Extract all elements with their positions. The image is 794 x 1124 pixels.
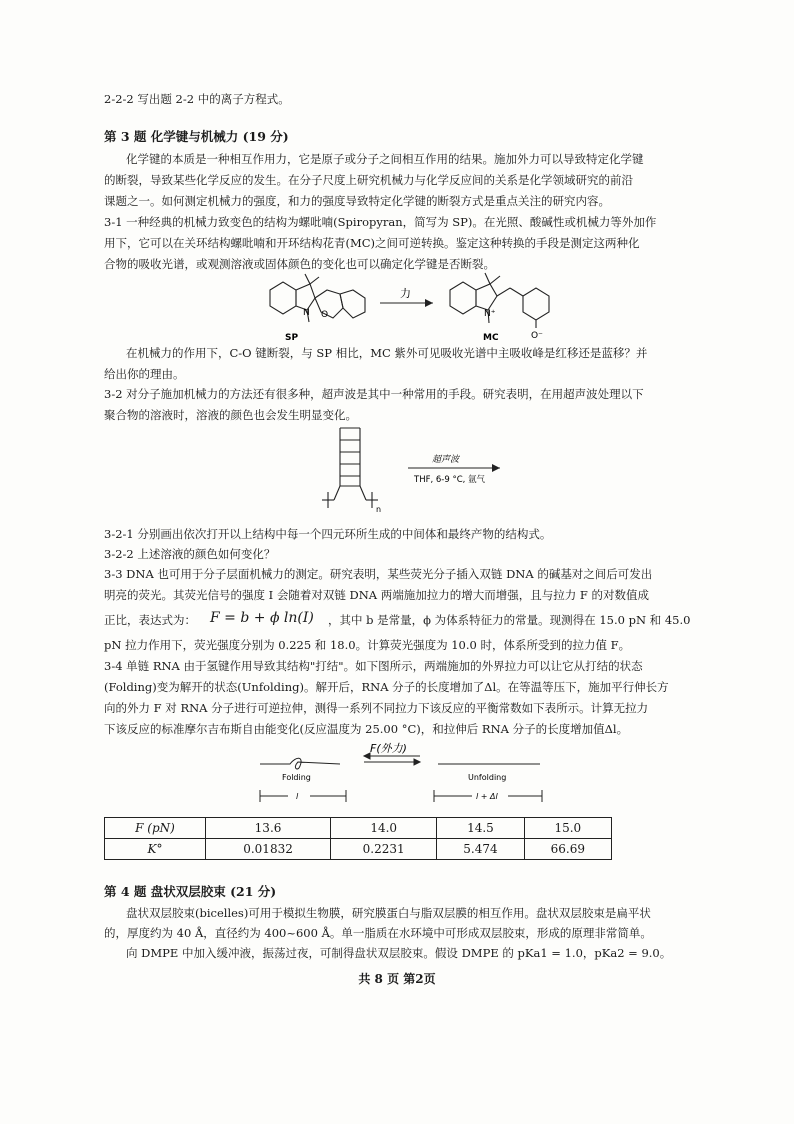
length-l-label: l [296,792,299,801]
paragraph-line: 明亮的荧光。其荧光信号的强度 I 会随着对双链 DNA 两端施加拉力的增大而增强，且与拉力 F 的对数值成 [104,588,650,602]
table-cell: 14.0 [331,818,437,839]
ultrasound-label: 超声波 [432,455,460,465]
ladder-polymer-scheme [320,424,570,520]
spiropyran-scheme [255,268,585,350]
paragraph-line: 化学键的本质是一种相互作用力，它是原子或分子之间相互作用的结果。施加外力可以导致特定化学键 [126,152,644,166]
paragraph-line: 正比，表达式为： [104,613,196,627]
paragraph-line: 盘状双层胶束(bicelles)可用于模拟生物膜，研究膜蛋白与脂双层膜的相互作用。盘状双层胶束是扁平状 [126,906,651,920]
question-2-2-2: 2-2-2 写出题 2-2 中的离子方程式。 [104,92,290,106]
folding-label: Folding [282,773,311,782]
mc-o-minus: O⁻ [531,331,543,341]
sp-o-atom: O [321,310,329,320]
table-header-force: F (pN) [105,818,206,839]
repeat-n: n [376,505,382,514]
question-3-2-1: 3-2-1 分别画出依次打开以上结构中每一个四元环所生成的中间体和最终产物的结构式。 [104,527,552,541]
paragraph-line: pN 拉力作用下，荧光强度分别为 0.225 和 18.0。计算荧光强度为 10.0 时，体系所受到的拉力值 F。 [104,638,631,652]
table-row [105,839,612,860]
table-cell: 13.6 [206,818,331,839]
question-3-1-ask: 在机械力的作用下，C-O 键断裂，与 SP 相比，MC 紫外可见吸收光谱中主吸收峰是红移还是蓝移？并 [126,346,648,360]
unfolding-label: Unfolding [468,773,507,782]
question-3-2-2: 3-2-2 上述溶液的颜色如何变化？ [104,547,276,561]
question-3-3: 3-3 DNA 也可用于分子层面机械力的测定。研究表明，某些荧光分子插入双链 DNA 的碱基对之间后可发出 [104,567,653,581]
mc-label: MC [483,333,499,343]
fluorescence-formula: F = b + ϕ ln(I) [210,610,314,626]
length-l-dl-label: l + Δl [476,792,498,801]
table-cell: 0.01832 [206,839,331,860]
external-force-label: F(外力) [370,742,407,755]
question-4-title: 第 4 题 盘状双层胶束 (21 分) [104,884,277,899]
sp-label: SP [285,333,299,343]
sp-n-atom: N [303,308,310,318]
paragraph-line: (Folding)变为解开的状态(Unfolding)。解开后，RNA 分子的长度增加了Δl。在等温等压下，施加平行伸长方 [104,680,669,694]
conditions-label: THF, 6-9 °C, 氩气 [414,475,486,485]
table-row [105,818,612,839]
table-cell: 66.69 [524,839,611,860]
paragraph-line: 课题之一。如何测定机械力的强度，和力的强度导致特定化学键的断裂方式是重点关注的研究内容。 [104,194,610,208]
paragraph-line: 用下，它可以在关环结构螺吡喃和开环结构花青(MC)之间可逆转换。鉴定这种转换的手段是测定这两种化 [104,236,640,250]
table-cell: 0.2231 [331,839,437,860]
table-cell: 15.0 [524,818,611,839]
paragraph-line: 向的外力 F 对 RNA 分子进行可逆拉伸，测得一系列不同拉力下该反应的平衡常数如下表所示。计算无拉力 [104,701,649,715]
question-3-2: 3-2 对分子施加机械力的方法还有很多种，超声波是其中一种常用的手段。研究表明，在用超声波处理以下 [104,387,644,401]
paragraph-line: 下该反应的标准摩尔吉布斯自由能变化(反应温度为 25.00 °C)，和拉伸后 RNA 分子的长度增加值Δl。 [104,722,629,736]
paragraph-line: 聚合物的溶液时，溶液的颜色也会发生明显变化。 [104,408,357,422]
paragraph-line: 的断裂，导致某些化学反应的发生。在分子尺度上研究机械力与化学反应间的关系是化学领域研究的前沿 [104,173,633,187]
paragraph-line: 向 DMPE 中加入缓冲液，振荡过夜，可制得盘状双层胶束。假设 DMPE 的 pKa1 = 1.0，pKa2 = 9.0。 [126,946,672,960]
question-3-1: 3-1 一种经典的机械力致变色的结构为螺吡喃(Spiropyran，简写为 SP)。在光照、酸碱性或机械力等外加作 [104,215,657,229]
paragraph-line: 给出你的理由。 [104,367,185,381]
table-header-k: K° [105,839,206,860]
table-cell: 5.474 [437,839,524,860]
question-3-title: 第 3 题 化学键与机械力 (19 分) [104,129,289,144]
table-cell: 14.5 [437,818,524,839]
mc-n-plus: N⁺ [484,309,496,319]
page-footer: 共 8 页 第2页 [358,972,436,986]
rna-folding-diagram [250,742,560,810]
question-3-4: 3-4 单链 RNA 由于氢键作用导致其结构"打结"。如下图所示，两端施加的外界拉力可以让它从打结的状态 [104,659,643,673]
force-arrow-label: 力 [400,287,411,300]
paragraph-line: 合物的吸收光谱，或观测溶液或固体颜色的变化也可以确定化学键是否断裂。 [104,257,495,271]
equilibrium-constant-table [104,817,612,860]
paragraph-line: 的，厚度约为 40 Å，直径约为 400~600 Å。单一脂质在水环境中可形成双层胶束，形成的原理非常简单。 [104,926,652,940]
paragraph-line: ，其中 b 是常量，ϕ 为体系特征力的常量。现测得在 15.0 pN 和 45.0 [328,613,691,627]
